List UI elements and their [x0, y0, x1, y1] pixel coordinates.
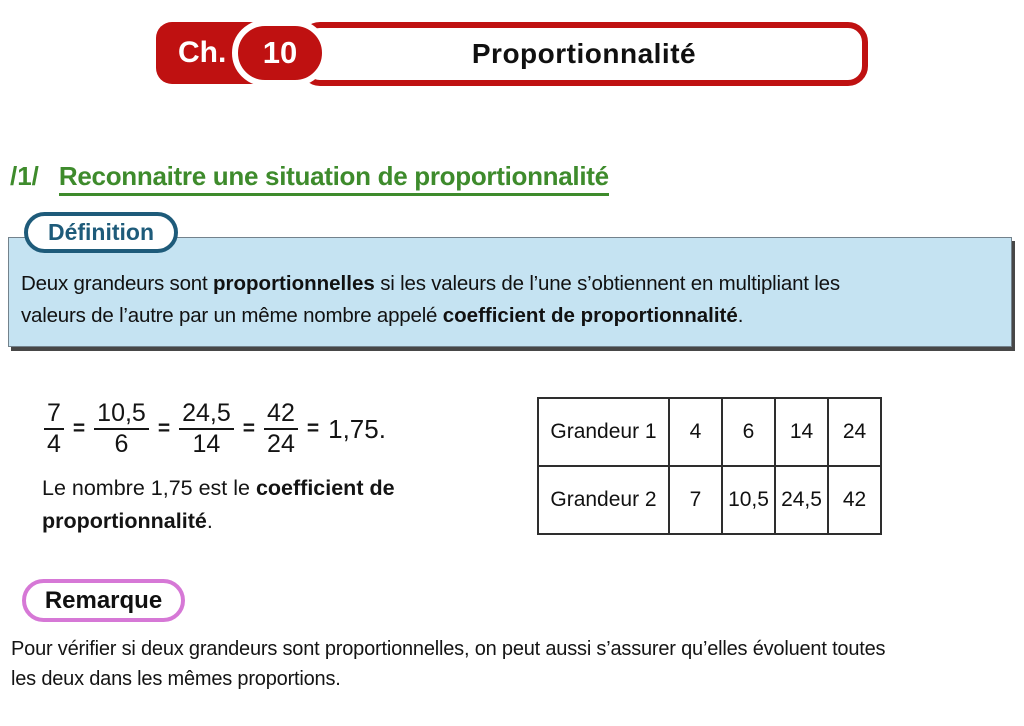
fraction [94, 400, 149, 459]
coefficient-note-bold: proportionnalité [42, 509, 207, 533]
definition-box [8, 237, 1012, 347]
definition-badge-label: Définition [47, 219, 155, 245]
fraction [44, 400, 64, 459]
fraction-denominator: 14 [192, 430, 221, 459]
remark-text [11, 634, 885, 694]
definition-bold-term: coefficient de proportionnalité [442, 304, 738, 327]
chapter-label: Ch. [178, 36, 227, 69]
coefficient-note [42, 472, 395, 538]
fraction-denominator: 6 [114, 430, 129, 459]
fraction-numerator: 7 [47, 398, 61, 427]
definition-badge [24, 212, 178, 253]
definition-text-segment: . [737, 304, 744, 327]
section-title: Reconnaitre une situation de proportionnalité [59, 161, 609, 196]
equals-sign: = [242, 417, 256, 440]
coefficient-note-text: Le nombre 1,75 est le [42, 476, 256, 500]
definition-text [21, 268, 840, 332]
table-cell: 10,5 [722, 466, 775, 534]
fraction-numerator: 24,5 [182, 398, 231, 427]
coefficient-note-text: . [206, 509, 213, 533]
proportionality-table [537, 397, 882, 535]
fraction-denominator: 24 [267, 430, 295, 459]
definition-text-segment: valeurs de l’autre par un même nombre appelé [21, 304, 443, 327]
equals-sign: = [72, 417, 86, 440]
definition-text-segment: si les valeurs de l’une s’obtiennent en multipliant les [374, 272, 840, 295]
remark-badge-label: Remarque [44, 586, 163, 614]
table-cell: Grandeur 2 [538, 466, 669, 534]
section-number: /1/ [10, 161, 39, 191]
remark-line-2: les deux dans les mêmes proportions. [11, 668, 341, 690]
coefficient-note-bold: coefficient de [255, 476, 395, 500]
fraction [179, 400, 234, 459]
equals-sign: = [157, 417, 171, 440]
definition-line-1 [21, 268, 840, 300]
remark-badge [22, 579, 185, 622]
proportion-equation [42, 398, 386, 460]
equals-sign: = [306, 417, 320, 440]
chapter-number-badge [232, 20, 328, 86]
definition-line-2 [21, 300, 840, 332]
table-cell: 4 [669, 398, 722, 466]
chapter-number: 10 [262, 35, 298, 70]
table-row [538, 466, 881, 534]
fraction-denominator: 4 [47, 430, 61, 459]
chapter-title-bar [300, 22, 868, 86]
section-heading [10, 161, 609, 192]
definition-text-segment: Deux grandeurs sont [21, 272, 214, 295]
fraction-numerator: 42 [267, 398, 295, 427]
table-cell: 7 [669, 466, 722, 534]
chapter-title: Proportionnalité [471, 38, 697, 69]
table-cell: 42 [828, 466, 881, 534]
fraction [264, 400, 298, 459]
equation-result: 1,75. [328, 413, 386, 444]
table-row [538, 398, 881, 466]
remark-line-1: Pour vérifier si deux grandeurs sont proportionnelles, on peut aussi s’assurer qu’elles évoluent toutes [11, 638, 886, 660]
definition-bold-term: proportionnelles [213, 272, 375, 295]
table-cell: 24 [828, 398, 881, 466]
table-cell: 24,5 [775, 466, 828, 534]
table-cell: 14 [775, 398, 828, 466]
fraction-numerator: 10,5 [97, 398, 146, 427]
table-cell: 6 [722, 398, 775, 466]
table-cell: Grandeur 1 [538, 398, 669, 466]
